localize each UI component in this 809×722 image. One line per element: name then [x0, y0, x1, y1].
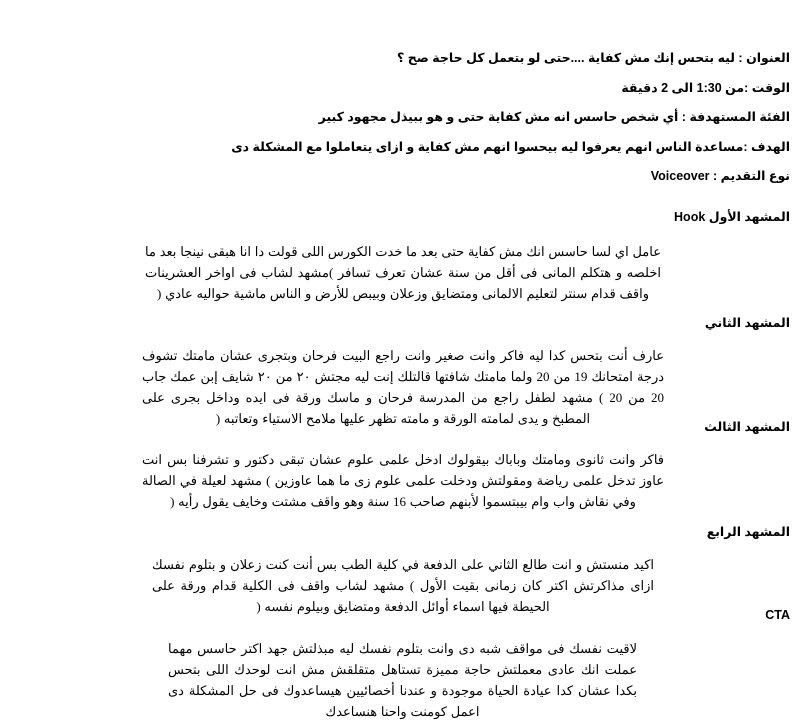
section-body-scene-three: فاكر وانت ثانوى ومامتك وباباك بيقولوك ادخل علمى علوم عشان تبقى دكتور و تشرفنا بس انت عاوز تدخل علمى رياضة ومقولتش ودخلت علمى علوم زى ما هما عاوزين ) مشهد لعيلة في الصالة وفي نقاش واب وام بيبتسموا لأبنهم صاحب 16 سنة وهو واقف مشتت وخايف يقول رأيه (: [142, 452, 664, 509]
script-goal-line: الهدف :مساعدة الناس انهم يعرفوا ليه بيحسوا انهم مش كفاية و ازاى يتعاملوا مع المشكلة دى: [231, 139, 790, 154]
section-heading-hook: المشهد الأول Hook: [674, 210, 790, 224]
section-heading-scene-four: المشهد الرابع: [706, 525, 790, 539]
section-body-hook: عامل اي لسا حاسس انك مش كفاية حتى بعد ما خدت الكورس اللى قولت دا انا هبقى نينجا بعد ما اخلصه و هتكلم المانى فى أقل من سنة عشان تعرف تسافر )مشهد لشاب فى اواخر العشرينات واقف قدام سنتر لتعليم الالمانى ومتضايق وزعلان وبيبص للأرض و الناس ماشية حواليه عادي (: [145, 244, 661, 301]
section-body-scene-four: اكيد منستش و انت طالع الثاني على الدفعة في كلية الطب بس أنت كنت زعلان و بتلوم نفسك ازاى مذاكرتش اكتر كان زمانى بقيت الأول ) مشهد لشاب واقف فى الكلية قدام ورقة على الحيطة فيها اسماء أوائل الدفعة ومتضايق وبيلوم نفسه (: [152, 557, 654, 614]
script-duration-line: الوقت :من 1:30 الى 2 دقيقة: [621, 80, 790, 95]
section-body-cta: لاقيت نفسك فى مواقف شبه دى وانت بتلوم نفسك ليه مبذلتش جهد اكتر حاسس مهما عملت انك عادى معملتش حاجة مميزة تستاهل متقلقش مش انت لوحدك اللى بتحس بكدا عشان كدا عيادة الحياة موجودة و عندنا أخصائيين هيساعدوك فى حل المشكلة دى اعمل كومنت واحنا هنساعدك: [168, 641, 637, 719]
section-heading-scene-two: المشهد الثاني: [704, 316, 790, 330]
section-heading-cta: CTA: [765, 608, 790, 622]
section-body-scene-two: عارف أنت بتحس كدا ليه فاكر وانت صغير وانت راجع البيت فرحان وبتجرى عشان مامتك تشوف درجة امتحانك 19 من 20 ولما مامتك شافتها قالتلك إنت ليه مجتش ٢٠ من ٢٠ شايف إبن عمك جاب 20 من 20 ) مشهد لطفل راجع من المدرسة فرحان و ماسك ورقة فى ايده وداخل بجرى على المطبخ و يدى لمامته الورقة و مامته تظهر عليها ملامح الاستياء وتعاتبه (: [142, 348, 665, 426]
script-format-line: نوع التقديم : Voiceover: [650, 169, 790, 183]
section-heading-scene-three: المشهد الثالث: [704, 420, 790, 434]
script-title-line: العنوان : ليه بتحس إنك مش كفاية ....حتى لو بتعمل كل حاجة صح ؟: [397, 51, 790, 65]
script-metadata-block: [19, 44, 790, 192]
script-audience-line: الفئة المستهدفة : أي شخص حاسس انه مش كفاية حتى و هو ببيذل مجهود كبير: [318, 110, 790, 124]
